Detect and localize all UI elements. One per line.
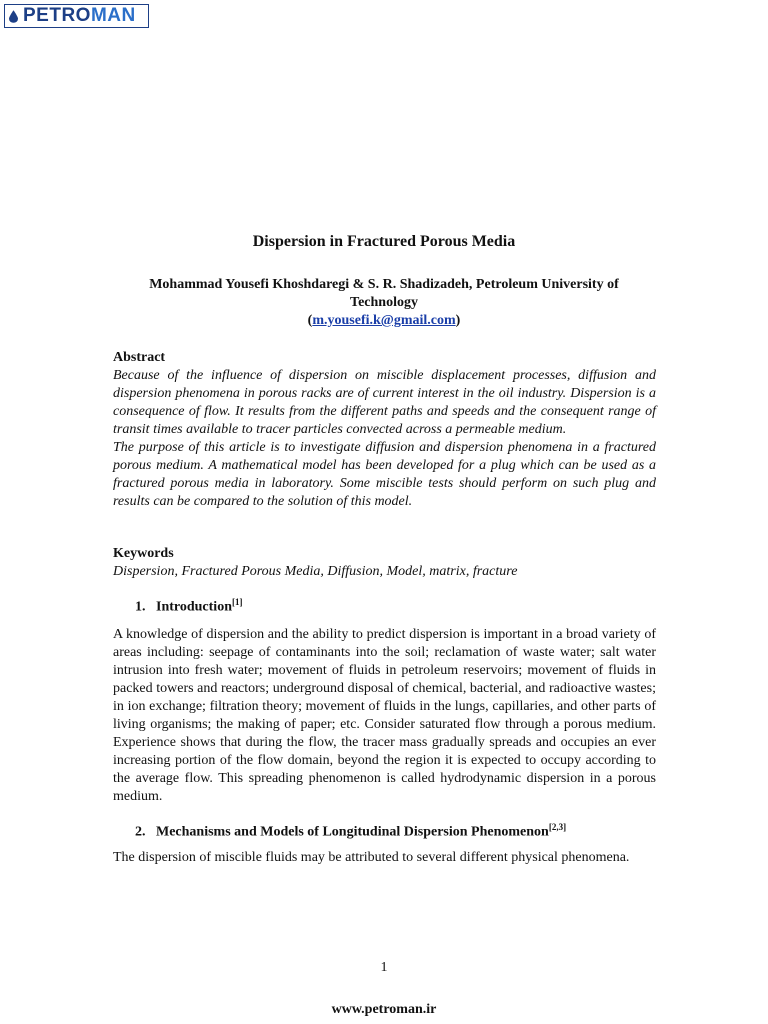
abstract-heading: Abstract: [113, 350, 166, 365]
section-1-number: 1.: [135, 599, 146, 615]
authors-block: [110, 276, 658, 330]
authors-line: Mohammad Yousefi Khoshdaregi & S. R. Shadizadeh, Petroleum University of: [149, 277, 619, 292]
keywords-heading: Keywords: [113, 546, 174, 561]
section-2-heading: [135, 822, 566, 841]
abstract-paragraph-2: The purpose of this article is to investigate diffusion and dispersion phenomena in a fractured porous medium. A mathematical model has been developed for a plug which can be used as a fractured porous media in laboratory. Some miscible tests should perform on such plug and results can be compared to the solution of this model.: [113, 440, 656, 509]
logo-text-petro: PETRO: [23, 5, 91, 26]
logo-text-man: MAN: [90, 5, 136, 26]
section-2-body-block: [113, 849, 656, 867]
section-2-body: The dispersion of miscible fluids may be attributed to several different physical phenomena.: [113, 850, 630, 865]
paper-title: Dispersion in Fractured Porous Media: [252, 233, 516, 250]
section-2-title: Mechanisms and Models of Longitudinal Dispersion Phenomenon: [156, 824, 549, 840]
abstract-paragraph-1: Because of the influence of dispersion on miscible displacement processes, diffusion and dispersion phenomena in porous racks are of current interest in the oil industry. Dispersion is a consequence of flow. It results from the different paths and speeds and the consequent range of transit times available to tracer particles convected across a permeable medium.: [113, 368, 656, 437]
petroman-logo: [4, 4, 149, 28]
section-1-body-block: [113, 626, 656, 806]
website-footer[interactable]: www.petroman.ir: [331, 1002, 437, 1017]
section-1-heading: [135, 597, 242, 616]
section-2-ref: [2,3]: [548, 822, 567, 832]
oil-drop-icon: [9, 10, 18, 23]
page-number: 1: [380, 960, 388, 975]
section-1-ref: [1]: [231, 597, 243, 607]
keywords-text: Dispersion, Fractured Porous Media, Diffusion, Model, matrix, fracture: [113, 564, 518, 579]
affiliation-line: Technology: [350, 295, 418, 310]
section-2-number: 2.: [135, 824, 146, 840]
keywords-section: [113, 545, 656, 581]
section-1-title: Introduction: [156, 599, 232, 615]
email-line: (m.yousefi.k@gmail.com): [307, 313, 461, 328]
section-1-body: A knowledge of dispersion and the ability to predict dispersion is important in a broad variety of areas including: seepage of contaminants into the soil; reclamation of waste water; salt water intrusion into fresh water; movement of fluids in petroleum reservoirs; movement of fluids in packed towers and reactors; underground disposal of chemical, bacterial, and radioactive wastes; in ion exchange; filtration theory; movement of fluids in the lungs, capillaries, and other parts of living organisms; the making of paper; etc. Consider saturated flow through a porous medium. Experience shows that during the flow, the tracer mass gradually spreads and occupies an ever increasing portion of the flow domain, beyond the region it is expected to occupy according to the average flow. This spreading phenomenon is called hydrodynamic dispersion in a porous medium.: [113, 627, 656, 804]
email-link[interactable]: m.yousefi.k@gmail.com: [312, 313, 456, 328]
abstract-section: [113, 349, 656, 511]
